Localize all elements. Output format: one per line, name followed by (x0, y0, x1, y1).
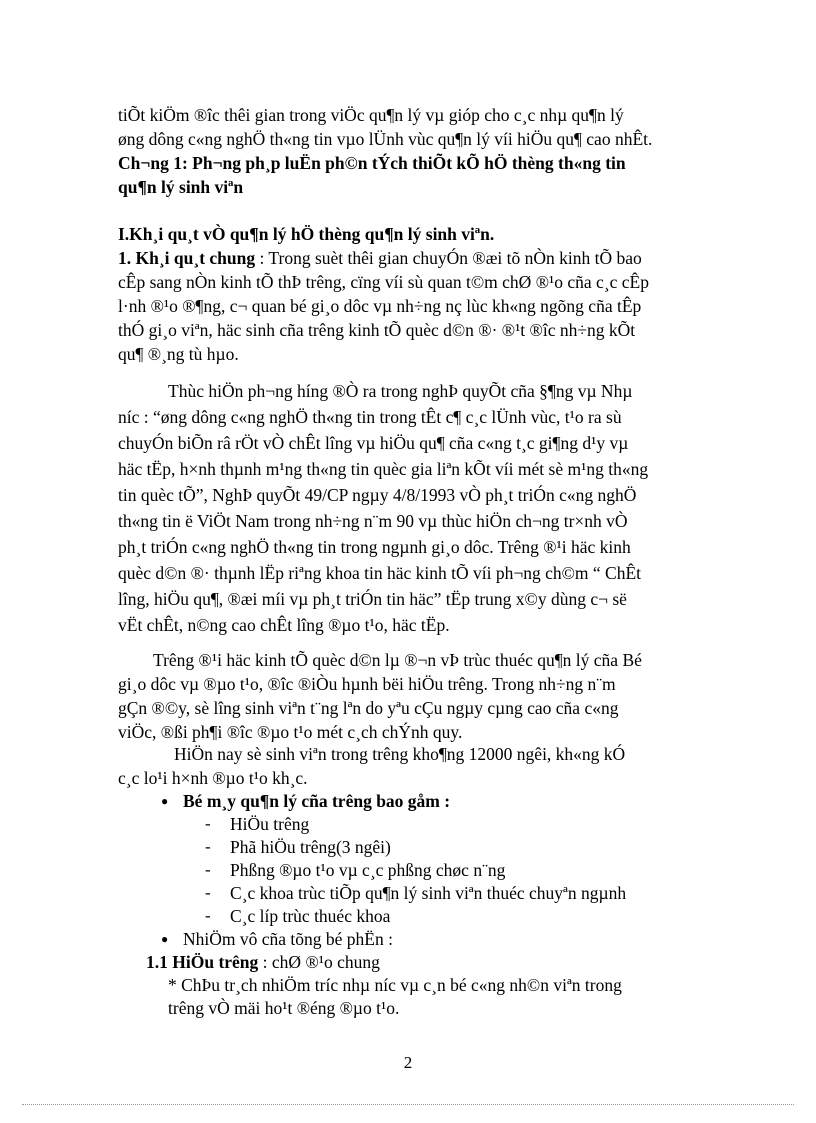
dash-icon: - (205, 883, 211, 902)
sub11-heading-line (146, 950, 380, 974)
sub1-label: 1. Kh¸i qu¸t chung (118, 248, 256, 268)
intro-line-1: tiÕt kiÖm ®îc thêi gian trong viÖc qu¶n lý vµ gióp cho c¸c nhµ qu¶n lý (118, 105, 624, 125)
page-number: 2 (403, 1053, 413, 1072)
dash-item-2: Phã hiÖu trêng(3 ngêi) (230, 837, 391, 857)
para2-line-1: Thùc hiÖn ph¬ng híng ®Ò ra trong nghÞ quyÕt cña §¶ng vµ Nhµ (168, 381, 633, 401)
intro-line-2: øng dông c«ng nghÖ th«ng tin vµo lÜnh vùc qu¶n lý víi hiÖu qu¶ cao nhÊt. (118, 129, 653, 149)
sub1-line-3: l·nh ®¹o ®¶ng, c¬ quan bé gi¸o dôc vµ nh÷ng nç lùc kh«ng ngõng cña tÊp (118, 296, 642, 316)
bullet-icon: ● (161, 932, 169, 946)
section-heading: I.Kh¸i qu¸t vÒ qu¶n lý hÖ thèng qu¶n lý sinh viªn. (118, 224, 495, 244)
dash-item-1: HiÖu trêng (230, 814, 310, 834)
bullet-icon: ● (161, 794, 169, 808)
para2-line-5: tin quèc tÕ”, NghÞ quyÕt 49/CP ngµy 4/8/1993 vÒ ph¸t triÓn c«ng nghÖ (118, 485, 637, 505)
page-footer-divider (22, 1104, 794, 1105)
sub11-line-2: trêng vÒ mäi ho¹t ®éng ®µo t¹o. (168, 998, 400, 1018)
chapter-title-line-2: qu¶n lý sinh viªn (118, 177, 244, 197)
sub1-line-5: qu¶ ®¸ng tù hµo. (118, 344, 239, 364)
para2-line-8: quèc d©n ®· thµnh lËp riªng khoa tin häc kinh tÕ víi ph¬ng ch©m “ ChÊt (118, 563, 641, 583)
para4-line-1: HiÖn nay sè sinh viªn trong trêng kho¶ng 12000 ngêi, kh«ng kÓ (174, 744, 626, 764)
dash-icon: - (205, 860, 211, 879)
dash-item-3: Phßng ®µo t¹o vµ c¸c phßng chøc n¨ng (230, 860, 506, 880)
dash-icon: - (205, 814, 211, 833)
para2-line-7: ph¸t triÓn c«ng nghÖ th«ng tin trong ngµnh gi¸o dôc. Trêng ®¹i häc kinh (118, 537, 631, 557)
para2-line-6: th«ng tin ë ViÖt Nam trong nh÷ng n¨m 90 vµ thùc hiÖn ch¬ng tr×nh vÒ (118, 511, 628, 531)
para2-line-3: chuyÓn biÕn râ rÖt vÒ chÊt lîng vµ hiÖu qu¶ cña c«ng t¸c gi¶ng d¹y vµ (118, 433, 629, 453)
sub1-line-4: thÓ gi¸o viªn, häc sinh cña trêng kinh tÕ quèc d©n ®· ®¹t ®îc nh÷ng kÕt (118, 320, 636, 340)
para3-line-3: gÇn ®©y, sè lîng sinh viªn t¨ng lªn do yªu cÇu ngµy cµng cao cña c«ng (118, 698, 619, 718)
chapter-title-line-1: Ch¬ng 1: Ph¬ng ph¸p luËn ph©n tÝch thiÕt kÕ hÖ thèng th«ng tin (118, 153, 626, 173)
sub1-line-2: cÊp sang nÒn kinh tÕ thÞ trêng, cïng víi sù quan t©m chØ ®¹o cña c¸c cÊp (118, 272, 649, 292)
para4-line-2: c¸c lo¹i h×nh ®µo t¹o kh¸c. (118, 768, 308, 788)
dash-icon: - (205, 906, 211, 925)
sub1-first-line (118, 246, 642, 270)
bullet-item-2: NhiÖm vô cña tõng bé phËn : (183, 929, 393, 949)
dash-icon: - (205, 837, 211, 856)
para3-line-1: Trêng ®¹i häc kinh tÕ quèc d©n lµ ®¬n vÞ trùc thuéc qu¶n lý cña Bé (153, 650, 642, 670)
para2-line-9: lîng, hiÖu qu¶, ®æi míi vµ ph¸t triÓn tin häc” tËp trung x©y dùng c¬ së (118, 589, 627, 609)
para2-line-2: níc : “øng dông c«ng nghÖ th«ng tin trong tÊt c¶ c¸c lÜnh vùc, t¹o ra sù (118, 407, 622, 427)
sub11-label: 1.1 HiÖu trêng (146, 952, 259, 972)
sub11-rest: : chØ ®¹o chung (258, 952, 380, 972)
sub11-line-1: * ChÞu tr¸ch nhiÖm tríc nhµ níc vµ c¸n bé c«ng nh©n viªn trong (168, 975, 622, 995)
para2-line-4: häc tËp, h×nh thµnh m¹ng th«ng tin quèc gia liªn kÕt víi mét sè m¹ng th«ng (118, 459, 649, 479)
para3-line-2: gi¸o dôc vµ ®µo t¹o, ®îc ®iÒu hµnh bëi hiÖu trêng. Trong nh÷ng n¨m (118, 674, 616, 694)
para3-line-4: viÖc, ®ßi ph¶i ®îc ®µo t¹o mét c¸ch chÝnh quy. (118, 722, 463, 742)
dash-item-5: C¸c líp trùc thuéc khoa (230, 906, 391, 926)
sub1-first-line-text: : Trong suèt thêi gian chuyÓn ®æi tõ nÒn kinh tÕ bao (255, 248, 642, 268)
dash-item-4: C¸c khoa trùc tiÕp qu¶n lý sinh viªn thuéc chuyªn ngµnh (230, 883, 627, 903)
para2-line-10: vËt chÊt, n©ng cao chÊt lîng ®µo t¹o, häc tËp. (118, 615, 450, 635)
bullet-item-1: Bé m¸y qu¶n lý cña trêng bao gåm : (183, 791, 451, 811)
